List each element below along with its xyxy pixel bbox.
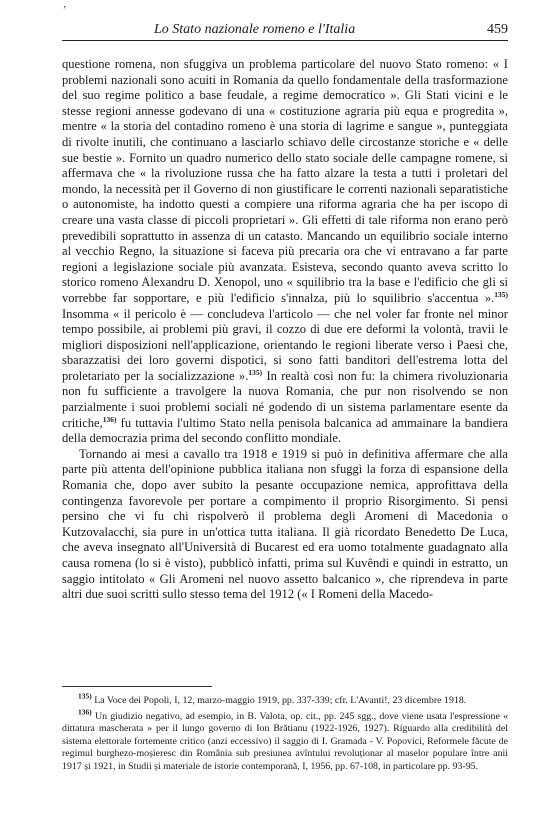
running-title: Lo Stato nazionale romeno e l'Italia — [154, 22, 356, 37]
page-header — [62, 22, 508, 41]
paragraph-2: Tornando ai mesi a cavallo tra 1918 e 1919 si può in definitiva affermare che alla parte più attenta dell'opinione pubblica italiana non sfuggì la forza di espansione della Romania che, dopo aver subito la pesante occupazione nemica, approfittava della contingenza favorevole per portare a compimento il proprio Risorgimento. Si pensi persino che vi fu chi rispolverò il problema degli Aromeni di Macedonia o Kutzovalacchi, sia pure in un'ottica tutta italiana. Il già ricordato Benedetto De Luca, che aveva insegnato all'Università di Bucarest ed era uomo totalmente guadagnato alla causa romena (lo si è visto), pubblicò infatti, prima sul Kuvêndi e quindi in estratto, un saggio intitolato « Gli Aromeni nel nuovo assetto balcanico », che riprendeva in parte altri due suoi scritti sullo stesso tema del 1912 (« I Romeni della Macedo- — [62, 446, 508, 602]
footnote-136 — [62, 707, 509, 774]
footnote-text: Un giudizio negativo, ad esempio, in B. Valota, op. cit., pp. 245 sgg., dove viene usata l'espressione « dittatura mascherata » per il lungo governo di Ion Brătianu (1922-1926, 1927). Riguardo alla credibilità del sistema elettorale fortemente critico (anzi eccessivo) il saggio di I. Gramada - V. Popovici, Reformele făcute de regimul burghezo-moșieresc din România sub presiunea avîntului revoluționar al maselor populare între anii 1917 și 1921, in Studii și materiale de istorie contemporană, I, 1956, pp. 67-108, in particolare pp. 93-95. — [62, 710, 509, 772]
footnote-number: 136) — [78, 707, 92, 717]
footnote-separator — [62, 686, 212, 687]
page-number: 459 — [487, 22, 508, 37]
footnote-text: La Voce dei Popoli, I, 12, marzo-maggio 1919, pp. 337-339; cfr. L'Avanti!, 23 dicembre 1918. — [94, 695, 467, 706]
paragraph-1-part-a: questione romena, non sfuggiva un problema particolare del nuovo Stato romeno: « I problemi nazionali sono acuiti in Romania da quello fondamentale della trasformazione del suo regime politico a base feudale, a regime democratico ». Gli Stati vicini e le stesse regioni annesse godevano di una « costituzione agraria più equa e progredita », mentre « la storia del contadino romeno è una storia di lagrime e sangue », punteggiata di rivolte inutili, che continuano a lasciarlo schiavo delle circostanze storiche e « delle sue bestie ». Fornito un quadro numerico dello stato sociale delle campagne romene, si affermava che « la rivoluzione russa che ha fatto alzare la testa a tutti i proletari del mondo, la necessità per il Governo di non giustificare le correnti nazionali separatistiche o autonomiste, ha indotto questi a compiere una riforma agraria che ha per iscopo di creare una vasta classe di piccoli proprietari ». Gli effetti di tale riforma non erano però prevedibili soprattutto in assenza di un catasto. Mancando un equilibrio sociale interno al vecchio Regno, la situazione si faceva più precaria ora che vi entravano a far parte regioni a legislazione sociale più avanzata. Esisteva, secondo quanto aveva scritto lo storico romeno Alexandru D. Xenopol, uno « squilibrio tra la base e l'edificio che gli si vorrebbe far sopportare, e più l'edificio s'innalza, più lo squilibrio s'accentua ». — [62, 57, 508, 305]
margin-mark: ’ — [62, 4, 66, 16]
footnote-ref-135: 135) — [494, 289, 508, 299]
footnote-ref-136: 136) — [102, 414, 117, 424]
footnote-135 — [62, 691, 508, 708]
footnote-ref-135b: 135) — [248, 367, 263, 377]
paragraph-1-part-c: In realtà così non fu: la chimera rivoluzionaria non fu sufficiente a travolgere la nuova Romania, che pur non risolvendo se non parzialmente i suoi problemi sociali né godendo di un sistema parlamentare esente da critiche, — [62, 368, 508, 430]
paragraph-1 — [62, 57, 508, 447]
paragraph-1-part-d: fu tuttavia l'ultimo Stato nella penisola balcanica ad ammainare la bandiera della democrazia prima del secondo conflitto mondiale. — [62, 415, 508, 446]
paragraph-1-part-b: Insomma « il pericolo è — concludeva l'articolo — che nel voler far fronte nel minor tempo possibile, ai problemi più gravi, il cozzo di due ere deformi la volontà, travii le migliori disposizioni nell'applicazione, orientando le regioni liberate verso i Paesi che, sbarazzatisi dei loro governi dispotici, si sono fatti banditori dell'estrema lotta del proletariato per la socializzazione ». — [62, 306, 508, 383]
body-text — [62, 57, 508, 603]
footnote-number: 135) — [78, 691, 92, 701]
footnotes — [62, 686, 508, 776]
